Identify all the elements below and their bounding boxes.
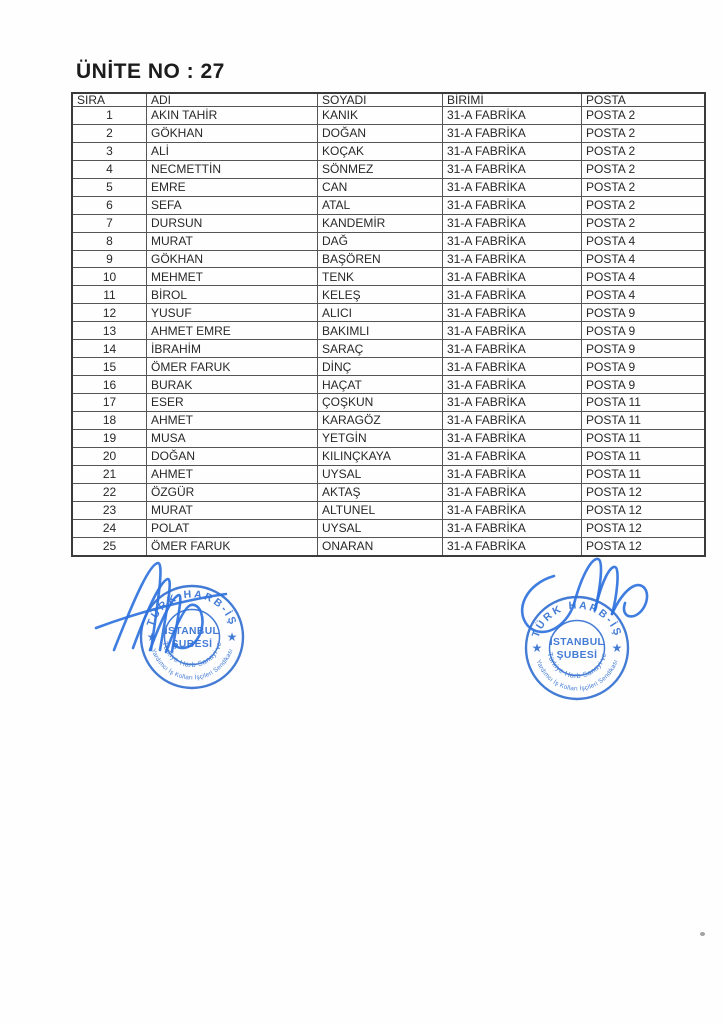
scan-artifact-speck	[700, 932, 705, 936]
table-cell: AHMET	[147, 411, 318, 429]
table-cell: MURAT	[147, 232, 318, 250]
table-cell: 1	[72, 107, 147, 125]
table-cell: 31-A FABRİKA	[443, 286, 582, 304]
table-cell: POLAT	[147, 519, 318, 537]
table-cell: POSTA 9	[582, 340, 706, 358]
table-row	[72, 411, 705, 429]
table-cell: ALTUNEL	[318, 501, 443, 519]
table-row	[72, 322, 705, 340]
table-cell: GÖKHAN	[147, 250, 318, 268]
table-row	[72, 142, 705, 160]
stamp-subtitle-line2: Yardımcı İş Kolları İşçileri Sendikası	[149, 647, 235, 682]
table-row	[72, 501, 705, 519]
table-row	[72, 483, 705, 501]
table-cell: SEFA	[147, 196, 318, 214]
table-cell: POSTA 2	[582, 214, 706, 232]
table-cell: 31-A FABRİKA	[443, 340, 582, 358]
table-cell: POSTA 12	[582, 519, 706, 537]
column-header: ADI	[147, 93, 318, 107]
table-cell: UYSAL	[318, 465, 443, 483]
table-cell: TENK	[318, 268, 443, 286]
table-cell: DOĞAN	[147, 447, 318, 465]
table-cell: DİNÇ	[318, 358, 443, 376]
table-cell: 3	[72, 142, 147, 160]
stamp-branch-line2: ŞUBESİ	[556, 650, 598, 661]
stamp-union-name: TÜRK HARB-İŞ	[144, 588, 240, 629]
table-row	[72, 429, 705, 447]
table-cell: 31-A FABRİKA	[443, 232, 582, 250]
column-header: SOYADI	[318, 93, 443, 107]
stamp-branch-line1: İSTANBUL	[164, 626, 220, 637]
table-cell: 4	[72, 160, 147, 178]
table-cell: MEHMET	[147, 268, 318, 286]
table-row	[72, 358, 705, 376]
table-cell: 31-A FABRİKA	[443, 537, 582, 556]
table-cell: POSTA 11	[582, 465, 706, 483]
table-cell: 14	[72, 340, 147, 358]
table-cell: KOÇAK	[318, 142, 443, 160]
table-cell: 31-A FABRİKA	[443, 501, 582, 519]
table-cell: ALİ	[147, 142, 318, 160]
table-cell: 31-A FABRİKA	[443, 160, 582, 178]
table-cell: ÖMER FARUK	[147, 358, 318, 376]
table-cell: SARAÇ	[318, 340, 443, 358]
table-cell: YUSUF	[147, 304, 318, 322]
table-cell: POSTA 2	[582, 196, 706, 214]
table-row	[72, 394, 705, 412]
table-cell: 31-A FABRİKA	[443, 214, 582, 232]
table-cell: POSTA 2	[582, 107, 706, 125]
table-cell: YETGİN	[318, 429, 443, 447]
table-row	[72, 196, 705, 214]
table-cell: KANDEMİR	[318, 214, 443, 232]
table-cell: 31-A FABRİKA	[443, 411, 582, 429]
table-cell: 16	[72, 376, 147, 394]
column-header: BİRİMİ	[443, 93, 582, 107]
table-cell: 24	[72, 519, 147, 537]
table-header	[72, 93, 705, 107]
stamp-subtitle-line1: Türkiye Harb Sanayi ve	[545, 651, 609, 681]
table-cell: MURAT	[147, 501, 318, 519]
table-cell: DAĞ	[318, 232, 443, 250]
table-cell: BAŞÖREN	[318, 250, 443, 268]
table-cell: EMRE	[147, 178, 318, 196]
table-cell: POSTA 12	[582, 483, 706, 501]
table-cell: 31-A FABRİKA	[443, 358, 582, 376]
stamp-branch-line2: ŞUBESİ	[171, 639, 213, 650]
table-cell: 31-A FABRİKA	[443, 107, 582, 125]
table-row	[72, 250, 705, 268]
table-row	[72, 124, 705, 142]
table-cell: POSTA 9	[582, 358, 706, 376]
table-cell: 10	[72, 268, 147, 286]
table-cell: 31-A FABRİKA	[443, 268, 582, 286]
table-cell: KANIK	[318, 107, 443, 125]
table-row	[72, 519, 705, 537]
table-cell: 31-A FABRİKA	[443, 429, 582, 447]
table-cell: 13	[72, 322, 147, 340]
table-row	[72, 107, 705, 125]
table-cell: HAÇAT	[318, 376, 443, 394]
table-cell: 20	[72, 447, 147, 465]
table-cell: 31-A FABRİKA	[443, 465, 582, 483]
svg-text:TÜRK HARB-İŞ	[530, 599, 625, 639]
table-cell: KELEŞ	[318, 286, 443, 304]
table-cell: ALICI	[318, 304, 443, 322]
table-cell: POSTA 11	[582, 447, 706, 465]
stamp-subtitle-line1: Türkiye Harb Sanayi ve	[160, 640, 224, 670]
table-cell: 31-A FABRİKA	[443, 376, 582, 394]
table-cell: ÇOŞKUN	[318, 394, 443, 412]
table-cell: POSTA 4	[582, 268, 706, 286]
table-cell: ESER	[147, 394, 318, 412]
table-cell: POSTA 9	[582, 376, 706, 394]
table-cell: 11	[72, 286, 147, 304]
table-cell: AHMET	[147, 465, 318, 483]
table-row	[72, 268, 705, 286]
table-cell: NECMETTİN	[147, 160, 318, 178]
table-cell: CAN	[318, 178, 443, 196]
table-cell: 8	[72, 232, 147, 250]
table-cell: 17	[72, 394, 147, 412]
table-cell: ÖMER FARUK	[147, 537, 318, 556]
table-row	[72, 304, 705, 322]
star-icon: ★	[611, 641, 623, 655]
table-cell: POSTA 4	[582, 286, 706, 304]
table-row	[72, 447, 705, 465]
star-icon: ★	[146, 630, 158, 644]
table-cell: POSTA 4	[582, 250, 706, 268]
stamp-right	[498, 548, 668, 708]
table-cell: POSTA 2	[582, 124, 706, 142]
stamp-branch-line1: İSTANBUL	[549, 637, 605, 648]
column-header: POSTA	[582, 93, 706, 107]
table-cell: DOĞAN	[318, 124, 443, 142]
table-row	[72, 178, 705, 196]
table-cell: 31-A FABRİKA	[443, 447, 582, 465]
table-cell: 31-A FABRİKA	[443, 394, 582, 412]
table-cell: POSTA 2	[582, 160, 706, 178]
table-cell: 31-A FABRİKA	[443, 519, 582, 537]
star-icon: ★	[226, 630, 238, 644]
table-cell: KARAGÖZ	[318, 411, 443, 429]
table-cell: POSTA 11	[582, 411, 706, 429]
table-cell: 31-A FABRİKA	[443, 322, 582, 340]
table-cell: 31-A FABRİKA	[443, 196, 582, 214]
table-cell: 22	[72, 483, 147, 501]
table-row	[72, 376, 705, 394]
table-cell: ATAL	[318, 196, 443, 214]
table-cell: 25	[72, 537, 147, 556]
table-cell: 31-A FABRİKA	[443, 124, 582, 142]
table-cell: POSTA 12	[582, 501, 706, 519]
table-cell: POSTA 11	[582, 394, 706, 412]
stamp-left	[88, 550, 254, 700]
table-cell: 23	[72, 501, 147, 519]
table-cell: POSTA 12	[582, 537, 706, 556]
table-cell: POSTA 9	[582, 304, 706, 322]
table-cell: AHMET EMRE	[147, 322, 318, 340]
table-cell: UYSAL	[318, 519, 443, 537]
table-cell: 9	[72, 250, 147, 268]
table-cell: AKIN TAHİR	[147, 107, 318, 125]
table-cell: SÖNMEZ	[318, 160, 443, 178]
table-row	[72, 465, 705, 483]
table-cell: 5	[72, 178, 147, 196]
table-cell: 31-A FABRİKA	[443, 250, 582, 268]
table-cell: KILINÇKAYA	[318, 447, 443, 465]
page-title: ÜNİTE NO : 27	[76, 60, 225, 83]
table-cell: 31-A FABRİKA	[443, 178, 582, 196]
table-cell: GÖKHAN	[147, 124, 318, 142]
table-cell: AKTAŞ	[318, 483, 443, 501]
table-cell: BİROL	[147, 286, 318, 304]
table-cell: POSTA 2	[582, 142, 706, 160]
table-row	[72, 214, 705, 232]
table-row	[72, 160, 705, 178]
table-cell: 18	[72, 411, 147, 429]
table-cell: 31-A FABRİKA	[443, 483, 582, 501]
table-cell: 21	[72, 465, 147, 483]
table-body	[72, 107, 705, 557]
table-cell: 19	[72, 429, 147, 447]
table-cell: 6	[72, 196, 147, 214]
star-icon: ★	[531, 641, 543, 655]
table-cell: POSTA 2	[582, 178, 706, 196]
table-cell: POSTA 11	[582, 429, 706, 447]
personnel-table	[71, 92, 706, 557]
table-cell: BAKIMLI	[318, 322, 443, 340]
table-row	[72, 286, 705, 304]
table-cell: POSTA 9	[582, 322, 706, 340]
table-cell: 7	[72, 214, 147, 232]
table-cell: 15	[72, 358, 147, 376]
table-cell: ONARAN	[318, 537, 443, 556]
table-cell: POSTA 4	[582, 232, 706, 250]
table-cell: 31-A FABRİKA	[443, 142, 582, 160]
table-cell: 2	[72, 124, 147, 142]
table-row	[72, 232, 705, 250]
table-row	[72, 340, 705, 358]
column-header: SIRA	[72, 93, 147, 107]
table-cell: DURSUN	[147, 214, 318, 232]
table-cell: MUSA	[147, 429, 318, 447]
header-row	[72, 93, 705, 107]
table-cell: 12	[72, 304, 147, 322]
table-cell: İBRAHİM	[147, 340, 318, 358]
table-cell: ÖZGÜR	[147, 483, 318, 501]
stamp-subtitle-line2: Yardımcı İş Kolları İşçileri Sendikası	[534, 658, 620, 693]
table-cell: 31-A FABRİKA	[443, 304, 582, 322]
table-cell: BURAK	[147, 376, 318, 394]
stamp-union-name: TÜRK HARB-İŞ	[529, 599, 625, 640]
